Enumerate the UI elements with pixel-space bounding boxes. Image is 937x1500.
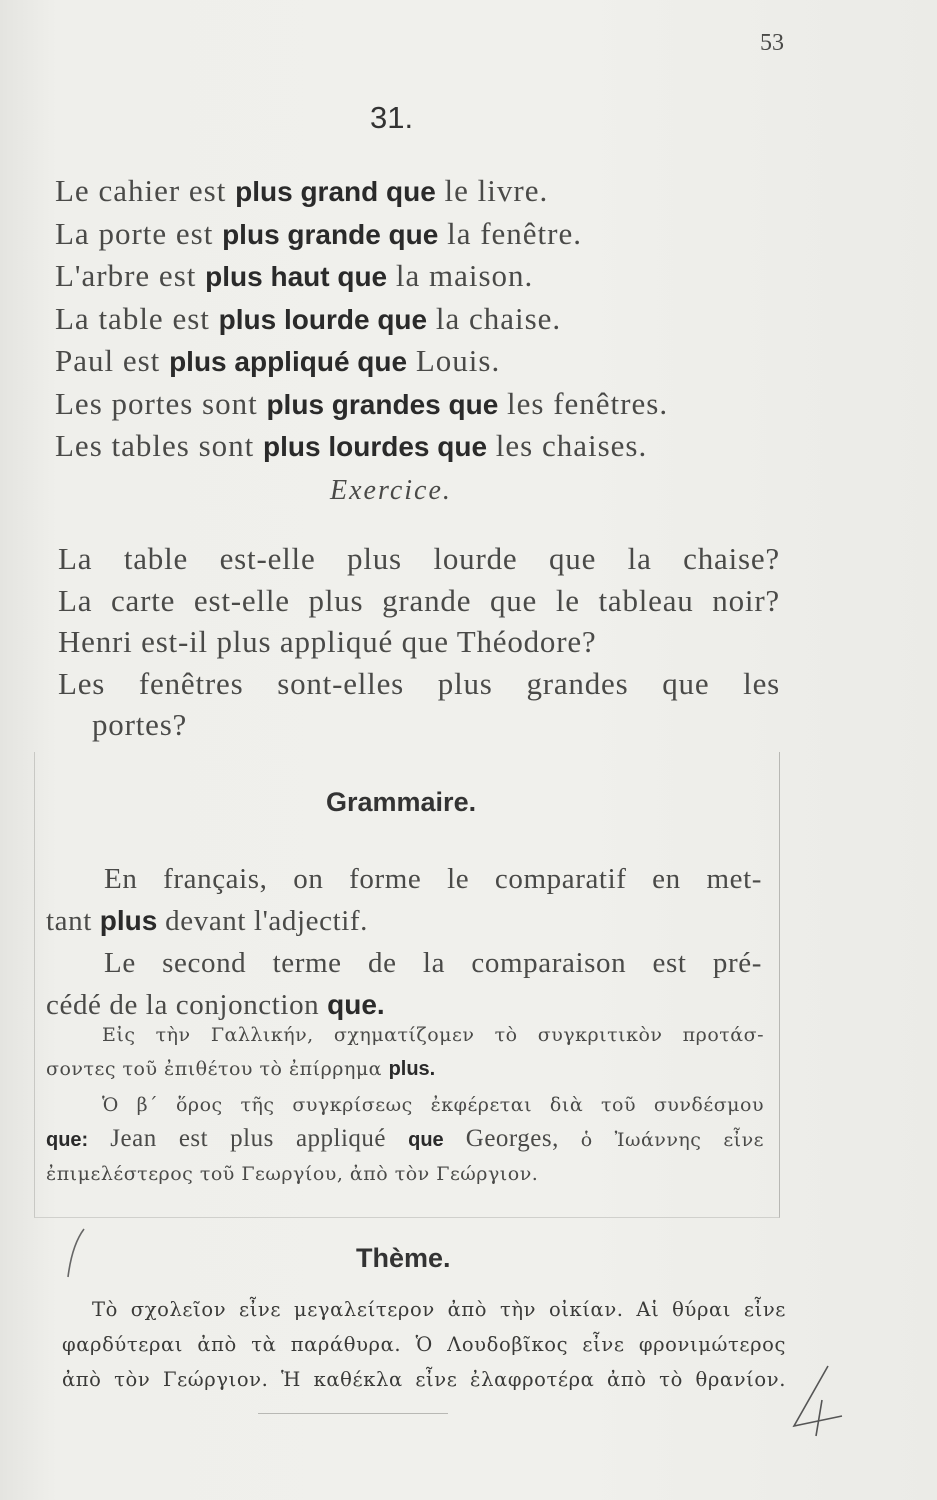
text-run: ἐπιμελέστερος τοῦ Γεωργίου, ἀπὸ τὸν Γεώργιον. xyxy=(46,1163,539,1185)
pencil-number-mark xyxy=(788,1360,848,1440)
theme-title: Thème. xyxy=(356,1243,451,1273)
bold-keyword: plus appliqué que xyxy=(169,346,408,377)
pencil-stroke-mark xyxy=(54,1225,94,1285)
text-run: Ὁ β΄ ὅρος τῆς συγκρίσεως ἐκφέρεται διὰ τοῦ συνδέσμου xyxy=(102,1094,764,1116)
page-number: 53 xyxy=(760,30,784,56)
text-line xyxy=(46,900,762,942)
text-run: Les tables sont xyxy=(55,428,263,463)
text-run: Louis. xyxy=(407,343,501,378)
text-line xyxy=(46,942,762,984)
exercise-questions xyxy=(58,538,780,746)
text-run: La porte est xyxy=(55,215,223,251)
bold-keyword: que: xyxy=(46,1129,89,1151)
text-run: les fenêtres. xyxy=(498,385,669,421)
bold-keyword: plus grandes que xyxy=(266,388,499,420)
grammar-paragraph xyxy=(46,858,762,942)
theme-line: Τὸ σχολεῖον εἶνε μεγαλείτερον ἀπὸ τὴν οἰκίαν. Αἱ θύραι εἶνε xyxy=(92,1298,786,1321)
exercise-heading: Exercice. xyxy=(330,475,452,506)
question-line: Henri est-il plus appliqué que Théodore? xyxy=(58,624,597,659)
text-line xyxy=(46,858,762,900)
theme-text xyxy=(62,1292,786,1397)
text-run: la fenêtre. xyxy=(438,215,582,251)
text-run: L'arbre est xyxy=(55,258,206,293)
text-run: Εἰς τὴν Γαλλικήν, σχηματίζομεν τὸ συγκριτικὸν προτάσ- xyxy=(102,1024,764,1046)
text-line xyxy=(55,298,815,341)
grammar-french-text xyxy=(46,858,762,1026)
text-line xyxy=(46,1052,764,1086)
grammar-paragraph xyxy=(46,942,762,1026)
text-run: tant xyxy=(46,905,100,937)
question-line: portes? xyxy=(92,707,188,742)
question-line: La table est-elle plus lourde que la chaise? xyxy=(58,541,780,576)
bold-keyword: plus. xyxy=(388,1058,436,1080)
bold-keyword: que. xyxy=(327,989,385,1020)
grammar-greek-paragraph-1 xyxy=(46,1018,764,1086)
text-line xyxy=(55,170,815,213)
text-line xyxy=(55,425,815,468)
text-line xyxy=(55,213,815,256)
text-run: La table est xyxy=(55,300,219,336)
question-line: La carte est-elle plus grande que le tableau noir? xyxy=(58,582,780,618)
text-run: les chaises. xyxy=(487,428,648,463)
text-line xyxy=(55,383,815,426)
bold-keyword: plus grand que xyxy=(235,176,436,207)
lesson-number: 31. xyxy=(370,100,414,135)
text-run: devant l'adjectif. xyxy=(157,905,368,937)
bold-keyword: plus grande que xyxy=(222,218,439,250)
text-run: En français, on forme le comparatif en met- xyxy=(104,863,762,895)
text-run: σοντες τοῦ ἐπιθέτου τὸ ἐπίρρημα xyxy=(46,1058,389,1080)
text-line xyxy=(46,1018,764,1052)
text-line xyxy=(46,1122,764,1157)
grammar-greek-paragraph-2 xyxy=(46,1088,764,1191)
text-line xyxy=(55,255,815,298)
bold-keyword: plus xyxy=(99,905,158,936)
text-run: ὁ Ἰωάννης εἶνε xyxy=(558,1129,765,1151)
text-run: cédé de la conjonction xyxy=(46,989,328,1021)
text-run: Jean est plus appliqué xyxy=(88,1125,409,1152)
text-run: la maison. xyxy=(387,258,534,293)
bold-keyword: plus lourde que xyxy=(218,303,428,335)
text-run: Le cahier est xyxy=(55,173,236,208)
question-line: Les fenêtres sont-elles plus grandes que les xyxy=(58,665,780,701)
bold-keyword: que xyxy=(408,1129,444,1151)
theme-line: φαρδύτεραι ἀπὸ τὰ παράθυρα. Ὁ Λουδοβῖκος εἶνε φρονιμώτερος xyxy=(62,1333,786,1356)
comparative-sentences xyxy=(55,170,815,468)
text-run: Le second terme de la comparaison est pré- xyxy=(104,947,762,979)
divider-rule xyxy=(258,1413,448,1414)
text-run: Paul est xyxy=(55,343,170,378)
grammar-title: Grammaire. xyxy=(326,787,477,817)
text-run: le livre. xyxy=(435,173,549,208)
text-run: la chaise. xyxy=(427,300,562,336)
bold-keyword: plus haut que xyxy=(205,261,388,292)
text-run: Georges, xyxy=(443,1125,559,1152)
bold-keyword: plus lourdes que xyxy=(263,431,488,462)
text-line xyxy=(55,340,815,383)
theme-line: ἀπὸ τὸν Γεώργιον. Ἡ καθέκλα εἶνε ἐλαφροτέρα ἀπὸ τὸ θρανίον. xyxy=(62,1368,786,1391)
text-line xyxy=(46,1157,764,1191)
text-run: Les portes sont xyxy=(55,385,267,421)
text-line xyxy=(46,1088,764,1122)
